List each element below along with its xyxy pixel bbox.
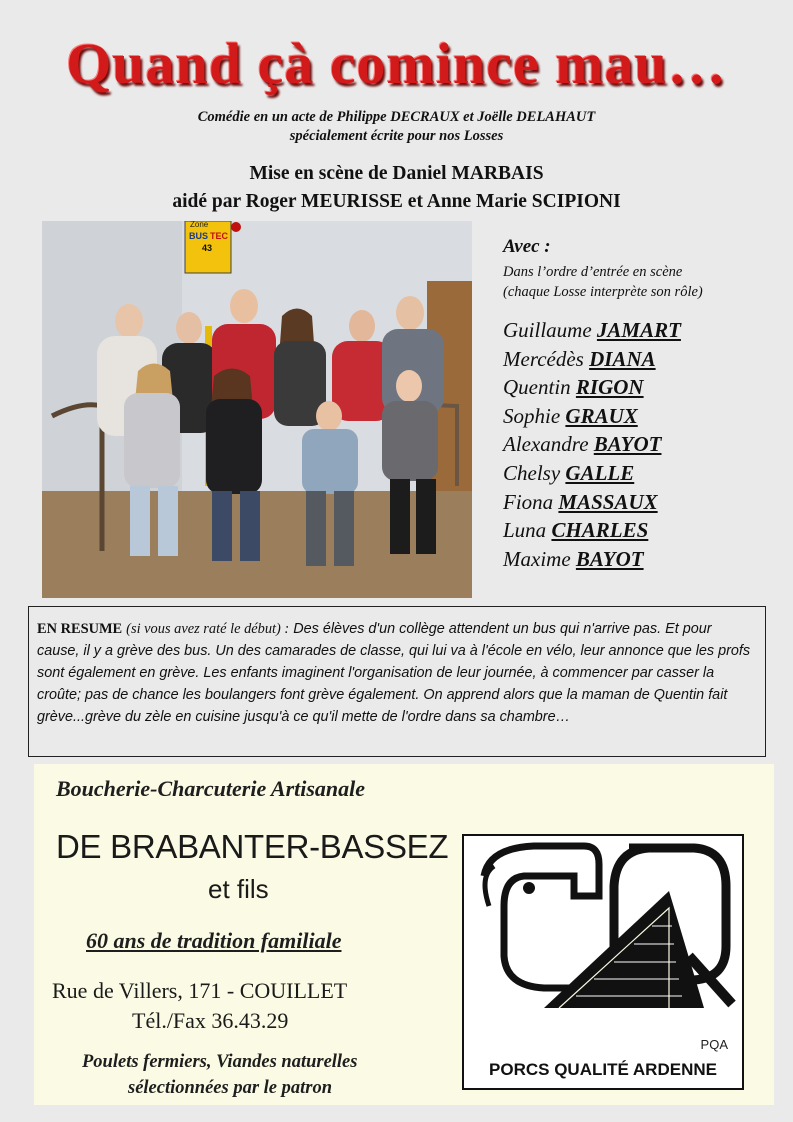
ad-phone: Tél./Fax 36.43.29 xyxy=(132,1008,289,1033)
cast-section xyxy=(503,236,783,573)
director-line: Mise en scène de Daniel MARBAIS xyxy=(249,163,544,184)
page-title: Quand çà comince mau… xyxy=(66,31,727,96)
director-credits xyxy=(0,160,793,216)
cast-member: Sophie GRAUX xyxy=(503,403,638,428)
cast-note-role: (chaque Losse interprète son rôle) xyxy=(503,284,703,300)
ad-tradition: 60 ans de tradition familiale xyxy=(86,928,342,953)
cast-photo-illustration xyxy=(42,221,472,598)
summary-body: Des élèves d'un collège attendent un bus qui n'arrive pas. Et pour cause, il y a grève des bus. Un des camarades de classe, qui lui va à l'école en vélo, leur annonce que les profs sont également en grève. Les enfants imaginent l'organisation de leur journée, à commencer par casser la croûte; pas de chance les boulangers font grève également. On apprend alors que la maman de Quentin fait grève...grève du zèle en cuisine jusqu'à ce qu'il mette de l'ordre dans sa chambre… xyxy=(37,621,751,725)
summary-text xyxy=(37,618,755,728)
play-subtitle xyxy=(0,108,793,146)
sign-tec: TEC xyxy=(210,231,228,241)
summary-heading: EN RESUME xyxy=(37,621,123,637)
pig-quality-logo-icon xyxy=(464,836,741,1046)
pqa-initials: PQA xyxy=(700,1037,728,1052)
sign-number: 43 xyxy=(202,243,213,253)
sign-bus: BUS xyxy=(189,231,209,241)
ad-business-name: DE BRABANTER-BASSEZ xyxy=(56,828,449,865)
butcher-advertisement xyxy=(34,764,774,1105)
ad-fils: et fils xyxy=(208,874,269,904)
cast-photo xyxy=(42,221,472,598)
cast-member: Fiona MASSAUX xyxy=(503,489,658,514)
ad-tagline-1: Poulets fermiers, Viandes naturelles xyxy=(82,1052,358,1072)
ad-tagline-2: sélectionnées par le patron xyxy=(128,1078,333,1098)
cast-note-order: Dans l’ordre d’entrée en scène xyxy=(503,264,683,280)
pqa-caption: PORCS QUALITÉ ARDENNE xyxy=(489,1060,717,1079)
sign-zone: Zone xyxy=(190,221,209,229)
summary-box xyxy=(28,606,766,757)
cast-member: Guillaume JAMART xyxy=(503,318,681,342)
cast-member: Luna CHARLES xyxy=(503,518,649,543)
cast-member: Mercédès DIANA xyxy=(503,346,656,371)
cast-member: Quentin RIGON xyxy=(503,375,644,400)
subtitle-authors: Comédie en un acte de Philippe DECRAUX et Joëlle DELAHAUT xyxy=(197,109,596,125)
pqa-logo xyxy=(462,834,744,1090)
ad-address: Rue de Villers, 171 - COUILLET xyxy=(52,978,348,1003)
subtitle-dedication: spécialement écrite pour nos Losses xyxy=(289,128,504,144)
cast-member: Maxime BAYOT xyxy=(503,546,644,571)
cast-list xyxy=(503,316,783,573)
ad-trade: Boucherie-Charcuterie Artisanale xyxy=(56,776,366,801)
assistant-line: aidé par Roger MEURISSE et Anne Marie SCIPIONI xyxy=(172,191,621,212)
cast-member: Alexandre BAYOT xyxy=(503,432,662,457)
cast-title: Avec : xyxy=(503,236,551,257)
cast-member: Chelsy GALLE xyxy=(503,460,635,485)
summary-aside: (si vous avez raté le début) : xyxy=(126,621,290,637)
